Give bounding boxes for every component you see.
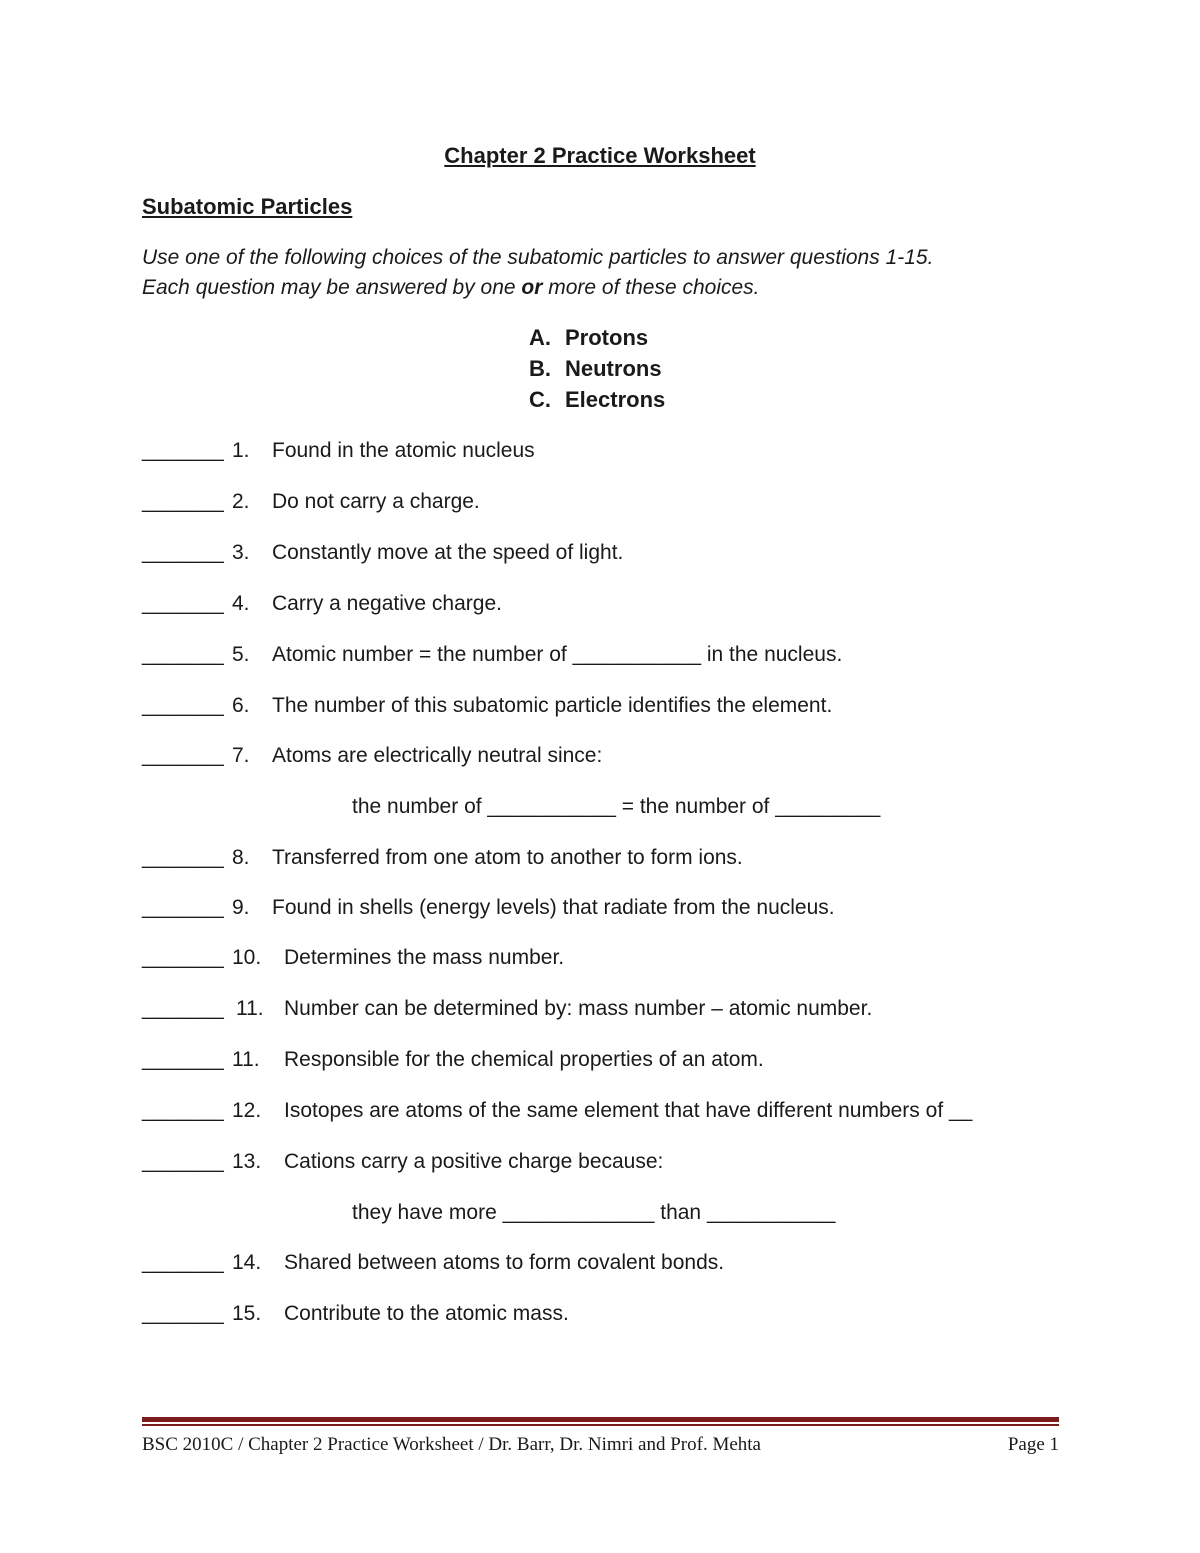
choice-list [529,322,665,415]
footer-rule-thick [142,1417,1059,1422]
question-number: 9. [232,896,250,919]
answer-blank: _______ [142,1150,224,1173]
question-13-fill-in: they have more _____________ than ___________ [352,1201,836,1224]
instructions-line-2 [142,273,1062,303]
instructions-line-2-end: more of these choices. [542,276,760,299]
choice-letter: B. [529,356,551,381]
question-text: Number can be determined by: mass number – atomic number. [284,997,873,1020]
question-text: Atomic number = the number of ___________ in the nucleus. [272,643,843,666]
question-1 [142,437,535,465]
question-number: 12. [232,1099,262,1122]
question-number: 3. [232,541,250,564]
question-text: Shared between atoms to form covalent bonds. [284,1251,725,1274]
question-14 [142,1249,724,1277]
question-3 [142,539,623,567]
instructions-emphasis: or [521,276,543,299]
question-text: Cations carry a positive charge because: [284,1150,664,1173]
choice-label: Electrons [565,387,666,412]
instructions-line-1: Use one of the following choices of the subatomic particles to answer questions 1-15. [142,246,934,269]
question-9 [142,894,835,922]
question-12 [142,1097,972,1125]
footer-page-number: Page 1 [1007,1434,1059,1455]
question-text: Found in shells (energy levels) that radiate from the nucleus. [272,896,835,919]
question-text: Atoms are electrically neutral since: [272,744,603,767]
question-number: 8. [232,846,250,869]
footer-rule-thin [142,1424,1059,1426]
question-text: Contribute to the atomic mass. [284,1302,569,1325]
question-number: 13. [232,1150,262,1173]
choice-item-neutrons [529,353,665,384]
question-7 [142,742,602,770]
question-15 [142,1300,569,1328]
question-number: 15. [232,1302,262,1325]
choice-letter: C. [529,387,551,412]
question-number: 5. [232,643,250,666]
question-number: 10. [232,946,262,969]
choice-item-electrons [529,384,665,415]
question-8 [142,844,743,872]
answer-blank: _______ [142,439,224,462]
section-heading: Subatomic Particles [142,194,353,219]
answer-blank: _______ [142,744,224,767]
answer-blank: _______ [142,997,224,1020]
choice-label: Neutrons [565,356,662,381]
question-number: 7. [232,744,250,767]
answer-blank: _______ [142,592,224,615]
answer-blank: _______ [142,1099,224,1122]
footer-rule [142,1417,1059,1427]
instructions-line-2-start: Each question may be answered by one [142,276,522,299]
question-11a [142,995,872,1023]
choice-item-protons [529,322,665,353]
question-number: 11. [236,997,264,1020]
question-5 [142,641,842,669]
answer-blank: _______ [142,1048,224,1071]
question-text: The number of this subatomic particle identifies the element. [272,694,833,717]
question-text: Do not carry a charge. [272,490,480,513]
question-text: Found in the atomic nucleus [272,439,535,462]
question-11b [142,1046,764,1074]
choice-letter: A. [529,325,551,350]
question-13 [142,1148,663,1176]
answer-blank: _______ [142,643,224,666]
page-title: Chapter 2 Practice Worksheet [444,143,756,168]
choice-label: Protons [565,325,649,350]
question-text: Determines the mass number. [284,946,565,969]
instructions [142,243,1062,303]
question-number: 14. [232,1251,262,1274]
question-number: 2. [232,490,250,513]
answer-blank: _______ [142,541,224,564]
question-text: Transferred from one atom to another to form ions. [272,846,743,869]
question-text: Responsible for the chemical properties of an atom. [284,1048,764,1071]
question-text: Constantly move at the speed of light. [272,541,624,564]
question-2 [142,488,480,516]
answer-blank: _______ [142,896,224,919]
answer-blank: _______ [142,1251,224,1274]
question-10 [142,944,564,972]
answer-blank: _______ [142,694,224,717]
question-4 [142,590,502,618]
answer-blank: _______ [142,1302,224,1325]
question-number: 6. [232,694,250,717]
question-7-fill-in: the number of ___________ = the number of _________ [352,795,881,818]
question-text: Isotopes are atoms of the same element that have different numbers of __ [284,1099,973,1122]
question-6 [142,692,832,720]
question-number: 1. [232,439,250,462]
answer-blank: _______ [142,846,224,869]
footer-course-info: BSC 2010C / Chapter 2 Practice Worksheet / Dr. Barr, Dr. Nimri and Prof. Mehta [142,1434,761,1455]
question-number: 11. [232,1048,260,1071]
question-number: 4. [232,592,250,615]
question-text: Carry a negative charge. [272,592,502,615]
answer-blank: _______ [142,490,224,513]
answer-blank: _______ [142,946,224,969]
